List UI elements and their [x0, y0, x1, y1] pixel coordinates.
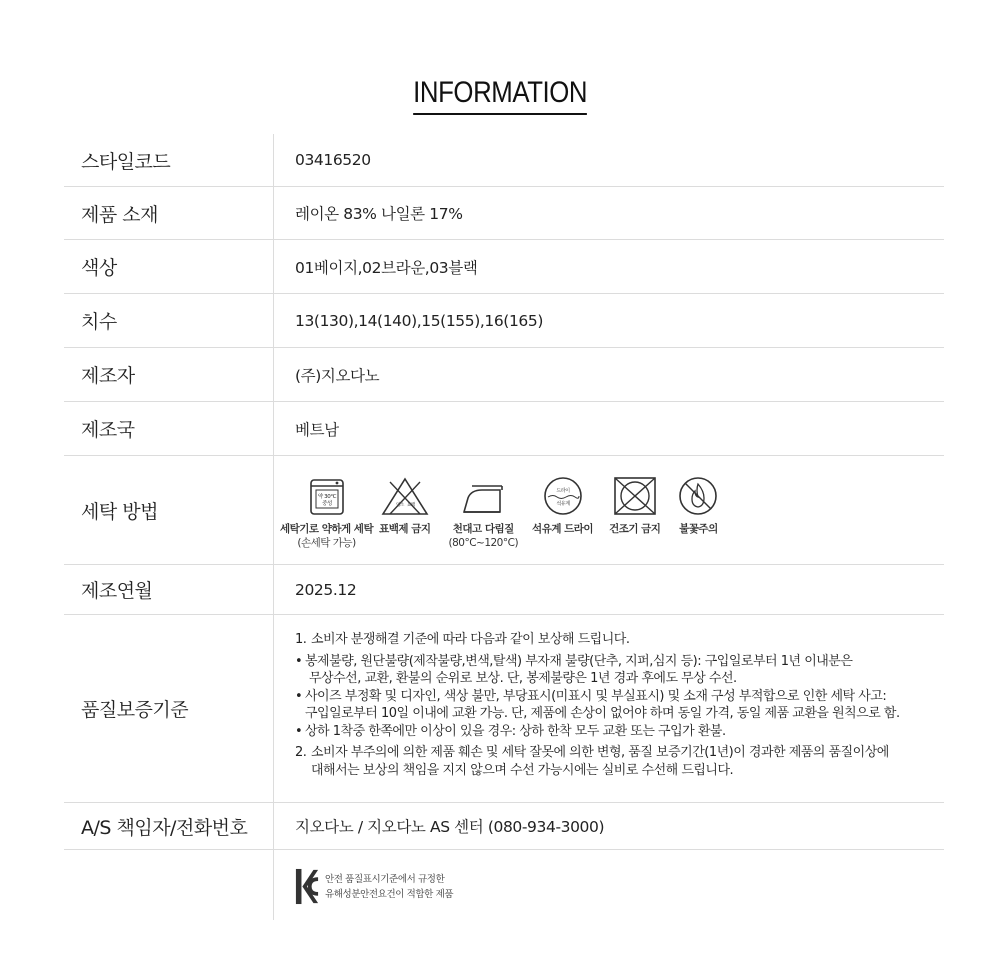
info-table [64, 134, 944, 920]
value-maker: (주)지오다노 [273, 348, 944, 401]
row-color [64, 240, 944, 294]
care-caption-dryclean: 석유계 드라이 [532, 522, 594, 535]
row-quality [64, 615, 944, 803]
care-caption-wash: 세탁기로 약하게 세탁 [280, 522, 374, 535]
no-bleach-icon [380, 473, 430, 519]
quality-bullet-2-l1: 사이즈 부정확 및 디자인, 색상 불만, 부당표시(미표시 및 부실표시) 및 소재 구성 부적합으로 인한 세탁 사고: [305, 688, 887, 704]
row-as [64, 803, 944, 850]
title-text: INFORMATION [413, 74, 587, 115]
row-kc [64, 850, 944, 920]
value-washing [273, 456, 944, 564]
label-date: 제조연월 [81, 580, 153, 602]
care-sub-iron: (80°C~120°C) [448, 536, 519, 549]
bleach-inner-1: 염소 [395, 502, 404, 508]
label-country: 제조국 [81, 419, 135, 441]
quality-item-1 [295, 631, 944, 649]
care-item-wash [280, 473, 373, 550]
care-item-bleach [379, 473, 430, 536]
quality-num-2: 2. [295, 745, 307, 760]
row-date [64, 565, 944, 615]
care-item-dryclean [532, 473, 593, 536]
label-size: 치수 [81, 311, 117, 333]
wash-inner-temp: 약 30°C [317, 493, 336, 500]
care-caption-iron: 천대고 다림질 [452, 522, 514, 535]
care-sub-wash: (손세탁 가능) [297, 536, 356, 549]
value-material: 레이온 83% 나일론 17% [273, 187, 944, 239]
quality-text [295, 615, 944, 779]
care-item-iron [448, 473, 518, 550]
kc-text [325, 872, 453, 902]
value-style-code: 03416520 [273, 134, 944, 186]
quality-bullet-2-l2: 구입일로부터 10일 이내에 교환 가능. 단, 제품에 손상이 없어야 하며 동일 가격, 동일 제품 교환을 원칙으로 함. [305, 706, 900, 721]
bleach-inner-2: 표백 [406, 502, 415, 508]
dryclean-inner-2: 석유계 [555, 500, 570, 507]
quality-bullet-3 [295, 723, 944, 741]
care-caption-bleach: 표백제 금지 [379, 522, 431, 535]
row-washing [64, 456, 944, 565]
quality-item-2 [295, 744, 944, 762]
quality-bullet-1 [295, 653, 944, 671]
value-date: 2025.12 [273, 565, 944, 614]
page-title [0, 74, 1000, 115]
flame-warning-icon [676, 473, 720, 519]
dry-clean-icon [541, 473, 585, 519]
row-country [64, 402, 944, 456]
kc-line-1: 안전 품질표시기준에서 규정한 [325, 873, 445, 885]
value-kc [273, 850, 944, 920]
iron-icon [458, 473, 508, 519]
quality-item-2-l1: 소비자 부주의에 의한 제품 훼손 및 세탁 잘못에 의한 변형, 품질 보증기간(1년)이 경과한 제품의 품질이상에 [311, 745, 889, 760]
label-kc-empty [64, 850, 273, 920]
dryclean-inner-1: 드라이 [555, 487, 570, 494]
quality-num-1: 1. [295, 632, 307, 647]
bullet-2: • [295, 688, 303, 704]
care-item-dryer [609, 473, 660, 536]
kc-line-2: 유해성분안전요건이 적합한 제품 [325, 888, 454, 900]
value-color: 01베이지,02브라운,03블랙 [273, 240, 944, 293]
bullet-1: • [295, 653, 303, 669]
kc-logo-icon [295, 868, 319, 905]
label-material: 제품 소재 [81, 203, 158, 226]
quality-bullet-2 [295, 688, 944, 706]
care-caption-dryer: 건조기 금지 [609, 522, 661, 535]
row-material [64, 187, 944, 240]
quality-bullet-1-l1: 봉제불량, 원단불량(제작불량,변색,탈색) 부자재 불량(단추, 지퍼,심지 등): 구입일로부터 1년 이내분은 [305, 653, 853, 669]
value-quality [273, 615, 944, 802]
value-country: 베트남 [273, 402, 944, 455]
value-size: 13(130),14(140),15(155),16(165) [273, 294, 944, 347]
label-color: 색상 [81, 257, 117, 279]
quality-item-2-l2: 대해서는 보상의 책임을 지지 않으며 수선 가능시에는 실비로 수선해 드립니다. [311, 762, 734, 778]
no-tumble-dry-icon [612, 473, 658, 519]
row-style-code [64, 134, 944, 187]
label-as: A/S 책임자/전화번호 [81, 816, 248, 839]
value-as: 지오다노 / 지오다노 AS 센터 (080-934-3000) [273, 803, 944, 849]
bullet-3: • [295, 723, 303, 739]
care-caption-flame: 불꽃주의 [679, 522, 718, 535]
label-style-code: 스타일코드 [81, 150, 171, 173]
quality-item-1-text: 소비자 분쟁해결 기준에 따라 다음과 같이 보상해 드립니다. [311, 632, 630, 647]
quality-bullet-3-text: 상하 1착중 한쪽에만 이상이 있을 경우: 상하 한착 모두 교환 또는 구입가 환불. [305, 723, 726, 739]
row-size [64, 294, 944, 348]
label-quality: 품질보증기준 [81, 699, 189, 721]
label-maker: 제조자 [81, 365, 135, 387]
wash-inner-neutral: 중성 [321, 500, 332, 507]
care-item-flame [676, 473, 720, 536]
wash-30-icon [307, 473, 347, 519]
label-washing: 세탁 방법 [81, 500, 158, 523]
kc-mark [295, 868, 453, 905]
care-icons [280, 473, 726, 550]
row-maker [64, 348, 944, 402]
quality-bullet-1-l2: 무상수선, 교환, 환불의 순위로 보상. 단, 봉제불량은 1년 경과 후에도 무상 수선. [309, 671, 737, 686]
